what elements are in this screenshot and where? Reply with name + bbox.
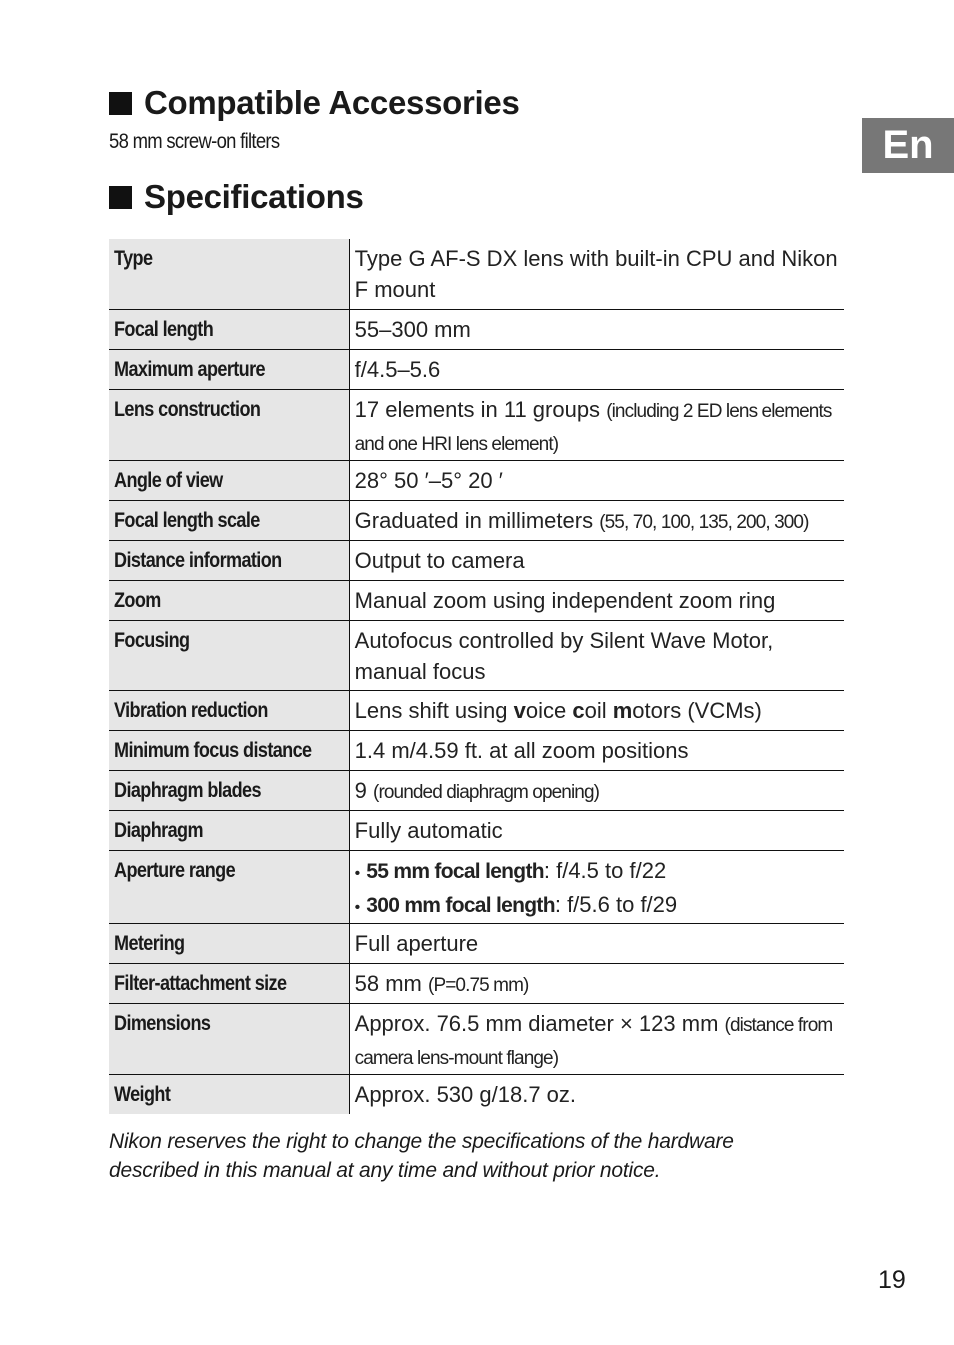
spec-value	[349, 620, 844, 690]
spec-label-text: Minimum focus distance	[114, 738, 312, 762]
spec-value	[349, 500, 844, 540]
accessories-text: 58 mm screw-on filters	[109, 130, 280, 153]
spec-label-text: Distance information	[114, 548, 282, 572]
spec-label-text: Vibration reduction	[114, 698, 268, 722]
spec-row	[109, 963, 844, 1003]
spec-value-text: 58 mm	[354, 970, 422, 996]
value-part: m	[612, 697, 633, 723]
value-part: c	[572, 697, 585, 723]
spec-value	[349, 349, 844, 389]
spec-row	[109, 500, 844, 540]
spec-row	[109, 1074, 844, 1114]
spec-label-text: Lens construction	[114, 397, 261, 421]
spec-value	[349, 460, 844, 500]
spec-note: (distance from camera lens-mount flange)	[354, 1014, 833, 1069]
spec-value-text: 9	[354, 777, 367, 803]
spec-value	[349, 309, 844, 349]
spec-row	[109, 810, 844, 850]
spec-value-text: Approx. 530 g/18.7 oz.	[354, 1081, 577, 1107]
spec-label	[109, 309, 349, 349]
spec-row	[109, 389, 844, 460]
specifications-table	[109, 239, 844, 1114]
spec-value	[349, 770, 844, 810]
spec-row	[109, 349, 844, 389]
square-bullet-icon	[109, 92, 132, 115]
square-bullet-icon	[109, 186, 132, 209]
spec-row	[109, 923, 844, 963]
spec-note: (P=0.75 mm)	[428, 974, 529, 996]
value-part: otors (VCMs)	[632, 697, 762, 723]
spec-value	[349, 730, 844, 770]
spec-label	[109, 923, 349, 963]
value-part: oice	[525, 697, 573, 723]
spec-row	[109, 770, 844, 810]
bullet-label: 300 mm focal length	[366, 893, 555, 917]
spec-label-text: Weight	[114, 1082, 171, 1106]
spec-label-text: Focusing	[114, 628, 190, 652]
spec-label	[109, 1003, 349, 1074]
spec-label-text: Zoom	[114, 588, 161, 612]
spec-label	[109, 1074, 349, 1114]
spec-row	[109, 309, 844, 349]
spec-value	[349, 923, 844, 963]
spec-value-text: Full aperture	[354, 930, 479, 956]
spec-label	[109, 810, 349, 850]
spec-value	[349, 963, 844, 1003]
spec-row	[109, 540, 844, 580]
spec-label-text: Metering	[114, 931, 185, 955]
spec-value	[349, 810, 844, 850]
spec-value	[349, 690, 844, 730]
spec-label	[109, 500, 349, 540]
language-tab: En	[862, 118, 954, 173]
spec-label-text: Filter-attachment size	[114, 971, 287, 995]
spec-value-text: 1.4 m/4.59 ft. at all zoom positions	[354, 737, 689, 763]
heading-text: Specifications	[144, 178, 364, 215]
spec-value-text: Manual zoom using independent zoom ring	[354, 587, 776, 613]
spec-label-text: Focal length scale	[114, 508, 260, 532]
spec-value	[349, 1003, 844, 1074]
spec-label	[109, 690, 349, 730]
spec-value-text: Autofocus controlled by Silent Wave Motor, manual focus	[354, 627, 774, 684]
bullet-text: : f/4.5 to f/22	[543, 857, 667, 883]
spec-label	[109, 460, 349, 500]
spec-label-text: Dimensions	[114, 1011, 211, 1035]
spec-label-text: Aperture range	[114, 858, 236, 882]
spec-value	[349, 239, 844, 309]
spec-label-text: Maximum aperture	[114, 357, 265, 381]
spec-label	[109, 540, 349, 580]
spec-value-text: Output to camera	[354, 547, 525, 573]
spec-value	[349, 850, 844, 923]
spec-value-text: Fully automatic	[354, 817, 503, 843]
spec-value	[349, 580, 844, 620]
bullet-label: 55 mm focal length	[366, 859, 544, 883]
spec-row	[109, 850, 844, 923]
spec-note: (55, 70, 100, 135, 200, 300)	[599, 511, 809, 533]
spec-row	[109, 1003, 844, 1074]
spec-label	[109, 730, 349, 770]
page-number: 19	[878, 1266, 906, 1294]
value-part: oil	[584, 697, 613, 723]
spec-note: (including 2 ED lens elements and one HRI lens element)	[354, 400, 832, 455]
specifications-heading	[109, 178, 364, 216]
spec-row	[109, 690, 844, 730]
spec-value-text: Type G AF-S DX lens with built-in CPU and Nikon F mount	[354, 246, 838, 302]
spec-value-text: 28° 50 ′–5° 20 ′	[354, 467, 503, 493]
spec-value	[349, 389, 844, 460]
spec-label-text: Diaphragm	[114, 818, 203, 842]
spec-label	[109, 239, 349, 309]
spec-value-text: f/4.5–5.6	[354, 356, 441, 382]
bullet-item	[355, 855, 839, 889]
bullet-text: : f/5.6 to f/29	[554, 891, 678, 917]
footer-note: Nikon reserves the right to change the specifications of the hardware described in this manual at any time and without prior notice.	[109, 1130, 734, 1182]
spec-label-text: Type	[114, 247, 153, 270]
spec-value-text: Approx. 76.5 mm diameter × 123 mm	[354, 1010, 719, 1036]
spec-value	[349, 1074, 844, 1114]
spec-label-text: Focal length	[114, 317, 214, 341]
spec-label	[109, 580, 349, 620]
bullet-icon: •	[354, 898, 361, 916]
spec-value	[349, 540, 844, 580]
spec-row	[109, 239, 844, 309]
spec-label	[109, 770, 349, 810]
bullet-item	[355, 889, 839, 923]
spec-note: (rounded diaphragm opening)	[373, 781, 600, 803]
spec-label-text: Angle of view	[114, 468, 223, 492]
spec-row	[109, 620, 844, 690]
spec-value-text: 17 elements in 11 groups	[354, 396, 601, 422]
value-part: v	[513, 697, 526, 723]
spec-value-text: 55–300 mm	[354, 316, 471, 342]
spec-label	[109, 850, 349, 923]
value-part: Lens shift using	[354, 697, 514, 723]
spec-label	[109, 349, 349, 389]
spec-row	[109, 730, 844, 770]
spec-row	[109, 460, 844, 500]
spec-label	[109, 389, 349, 460]
spec-label	[109, 620, 349, 690]
spec-row	[109, 580, 844, 620]
bullet-icon: •	[354, 864, 361, 882]
spec-label	[109, 963, 349, 1003]
heading-text: Compatible Accessories	[144, 84, 520, 121]
accessories-heading	[109, 84, 520, 122]
spec-label-text: Diaphragm blades	[114, 778, 261, 802]
spec-value-text: Graduated in millimeters	[354, 507, 594, 533]
